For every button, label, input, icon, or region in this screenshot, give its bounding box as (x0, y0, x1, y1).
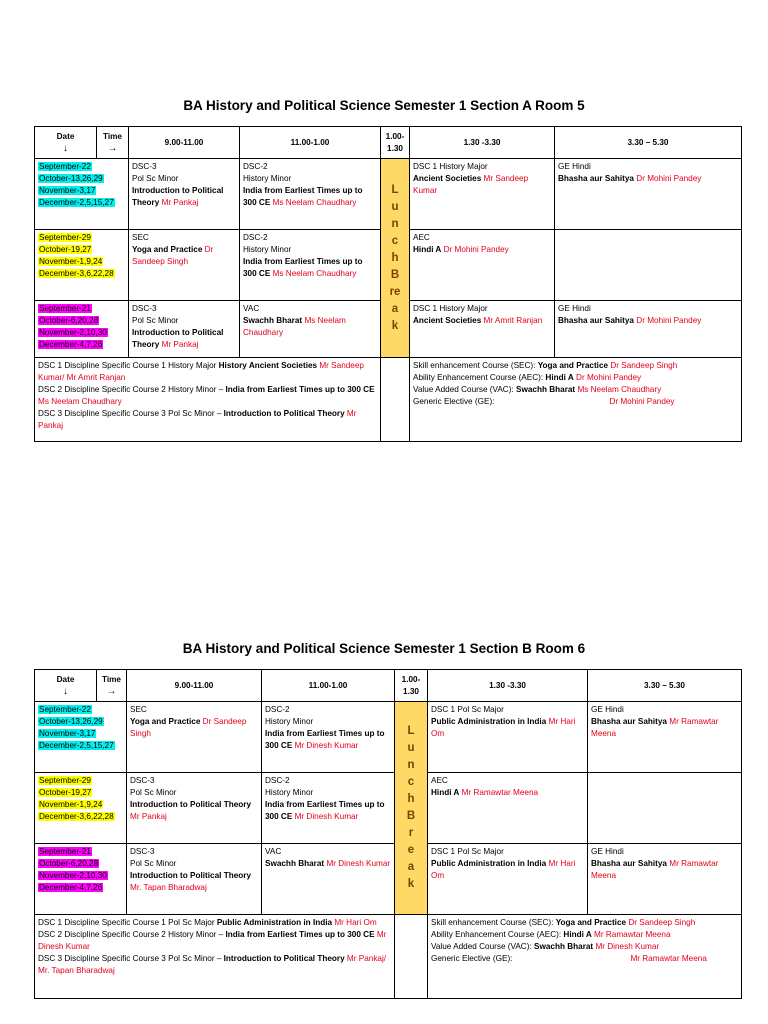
lunch-letter: c (391, 234, 399, 247)
date-entry: November-1,9,24 (39, 800, 103, 809)
date-entry: September-29 (39, 776, 91, 785)
instructor-name: Dr Sandeep Singh (132, 245, 214, 266)
slot-cell (410, 301, 555, 358)
date-entry: September-22 (39, 705, 91, 714)
instructor-name: Mr Ramawtar Meena (591, 859, 719, 880)
schedule-row (35, 844, 742, 915)
course-name: Introduction to Political Theory (130, 871, 251, 880)
course-code: GE Hindi (591, 705, 624, 714)
course-code: DSC-2 (265, 705, 290, 714)
instructor-name: Mr Dinesh Kumar (294, 812, 359, 821)
slot-cell (555, 230, 742, 301)
slot-cell (555, 159, 742, 230)
date-entry: October-6,20,28 (39, 316, 99, 325)
course-level: Pol Sc Minor (130, 859, 177, 868)
course-code: SEC (130, 705, 147, 714)
slot-header: 3.30 – 5.30 (588, 670, 742, 702)
date-entry: September-22 (39, 162, 91, 171)
date-entry: October-19,27 (39, 245, 92, 254)
slot-header: 9.00-11.00 (129, 127, 240, 159)
lunch-letter: h (407, 793, 415, 805)
date-entry: October-6,20,28 (39, 859, 99, 868)
course-notes-left: DSC 1 Discipline Specific Course 1 Pol Sc Major Public Administration in India Mr Hari Om DSC 2 Discipline Specific Course 2 History Minor – India from Earliest Times up to 300 CE Mr Dinesh Kumar DSC 3 Discipline Specific Course 3 Pol Sc Minor – Introduction to Political Theory Mr Pankaj/ Mr. Tapan Bharadwaj (35, 915, 395, 999)
course-name: Bhasha aur Sahitya (591, 859, 667, 868)
lunch-letter: c (407, 776, 415, 788)
course-code: DSC 1 Pol Sc Major (431, 847, 504, 856)
lunch-letter: L (391, 183, 399, 196)
lunch-letter: k (391, 319, 399, 332)
course-name: Hindi A (431, 788, 460, 797)
instructor-name: Mr Pankaj (161, 340, 199, 349)
date-header: Date ↓ (35, 127, 97, 159)
timetable-a (34, 126, 742, 442)
course-name: Bhasha aur Sahitya (558, 174, 634, 183)
date-cell (35, 301, 129, 358)
time-header: Time → (97, 670, 127, 702)
date-cell (35, 159, 129, 230)
slot-header: 9.00-11.00 (127, 670, 262, 702)
course-code: DSC-3 (130, 847, 155, 856)
header-row (35, 127, 742, 159)
instructor-name: Ms Neelam Chaudhary (243, 316, 346, 337)
lunch-letter: n (391, 217, 399, 230)
date-entry: December-4,7,26 (39, 883, 103, 892)
course-code: VAC (243, 304, 260, 313)
course-code: VAC (265, 847, 282, 856)
lunch-letter: B (390, 268, 400, 281)
course-notes-left: DSC 1 Discipline Specific Course 1 History Major History Ancient Societies Mr Sandeep Kumar/ Mr Amrit Ranjan DSC 2 Discipline Specific Course 2 History Minor – India from Earliest Times up to 300 CE Ms Neelam Chaudhary DSC 3 Discipline Specific Course 3 Pol Sc Minor – Introduction to Political Theory Mr Pankaj (35, 358, 381, 442)
instructor-name: Mr Sandeep Kumar (413, 174, 529, 195)
date-entry: October-19,27 (39, 788, 92, 797)
instructor-name: Mr Hari Om (431, 717, 576, 738)
slot-cell (240, 159, 381, 230)
course-level: History Minor (243, 245, 292, 254)
instructor-name: Mr Amrit Ranjan (483, 316, 543, 325)
notes-row (35, 915, 742, 999)
date-cell (35, 773, 127, 844)
slot-cell (240, 230, 381, 301)
instructor-name: Dr Sandeep Singh (130, 717, 247, 738)
course-level: History Minor (265, 788, 314, 797)
course-code: DSC 1 History Major (413, 162, 488, 171)
timetable-b-title: BA History and Political Science Semester 1 Section B Room 6 (182, 641, 586, 656)
lunch-slot-header: 1.00- 1.30 (395, 670, 428, 702)
instructor-name: Mr Dinesh Kumar (294, 741, 359, 750)
course-name: Bhasha aur Sahitya (591, 717, 667, 726)
schedule-row (35, 159, 742, 230)
notes-row (35, 358, 742, 442)
instructor-name: Mr Hari Om (431, 859, 576, 880)
course-level: Pol Sc Minor (130, 788, 177, 797)
course-name: India from Earliest Times up to 300 CE (243, 257, 363, 278)
course-name: India from Earliest Times up to 300 CE (243, 186, 363, 207)
course-name: Hindi A (413, 245, 442, 254)
lunch-letter: u (407, 742, 415, 754)
course-name: Yoga and Practice (132, 245, 203, 254)
instructor-name: Ms Neelam Chaudhary (272, 269, 357, 278)
slot-header: 11.00-1.00 (262, 670, 395, 702)
date-entry: October-13,26,29 (39, 174, 103, 183)
course-code: DSC-3 (132, 304, 157, 313)
lunch-letter: L (407, 725, 415, 737)
course-name: India from Earliest Times up to 300 CE (265, 729, 385, 750)
lunch-break (381, 159, 410, 358)
slot-cell (262, 702, 395, 773)
course-code: DSC 1 History Major (413, 304, 488, 313)
date-entry: December-2,5,15,27 (39, 198, 114, 207)
instructor-name: Mr Ramawtar Meena (591, 717, 719, 738)
course-name: Introduction to Political Theory (132, 186, 224, 207)
course-level: Pol Sc Minor (132, 316, 179, 325)
date-entry: September-29 (39, 233, 91, 242)
course-code: GE Hindi (558, 304, 591, 313)
course-name: Public Administration in India (431, 859, 547, 868)
course-level: Pol Sc Minor (132, 174, 179, 183)
course-level: History Minor (265, 717, 314, 726)
slot-cell (588, 844, 742, 915)
lunch-letter: r (408, 827, 414, 839)
lunch-letter: a (391, 302, 399, 315)
lunch-letter: a (407, 861, 415, 873)
slot-cell (127, 702, 262, 773)
date-entry: December-2,5,15,27 (39, 741, 114, 750)
slot-header: 1.30 -3.30 (428, 670, 588, 702)
instructor-name: Dr Mohini Pandey (636, 316, 702, 325)
slot-cell (428, 773, 588, 844)
date-entry: October-13,26,29 (39, 717, 103, 726)
instructor-name: Mr Pankaj (161, 198, 199, 207)
date-cell (35, 230, 129, 301)
slot-cell (129, 301, 240, 358)
slot-cell (588, 702, 742, 773)
slot-cell (127, 773, 262, 844)
date-entry: November-3,17 (39, 186, 96, 195)
slot-cell (410, 230, 555, 301)
schedule-row (35, 773, 742, 844)
lunch-letter: k (407, 878, 415, 890)
course-name: Introduction to Political Theory (130, 800, 251, 809)
course-code: AEC (413, 233, 430, 242)
course-code: DSC-3 (130, 776, 155, 785)
date-entry: December-4,7,26 (39, 340, 103, 349)
date-entry: November-2,10,30 (39, 871, 107, 880)
date-entry: December-3,6,22,28 (39, 269, 114, 278)
slot-cell (240, 301, 381, 358)
date-entry: September-21 (39, 304, 91, 313)
notes-spacer (395, 915, 428, 999)
date-cell (35, 702, 127, 773)
course-name: Yoga and Practice (130, 717, 201, 726)
course-name: Swachh Bharat (243, 316, 303, 325)
header-row (35, 670, 742, 702)
timetable-a-title: BA History and Political Science Semester 1 Section A Room 5 (183, 98, 585, 113)
course-code: DSC-2 (243, 233, 268, 242)
lunch-letter: n (407, 759, 415, 771)
course-name: India from Earliest Times up to 300 CE (265, 800, 385, 821)
schedule-row (35, 702, 742, 773)
course-code: DSC-3 (132, 162, 157, 171)
slot-header: 3.30 – 5.30 (555, 127, 742, 159)
date-entry: November-3,17 (39, 729, 96, 738)
slot-cell (555, 301, 742, 358)
lunch-letter: re (389, 285, 401, 298)
slot-header: 11.00-1.00 (240, 127, 381, 159)
instructor-name: Mr Ramawtar Meena (461, 788, 539, 797)
slot-cell (129, 159, 240, 230)
instructor-name: Mr Dinesh Kumar (326, 859, 391, 868)
date-header: Date ↓ (35, 670, 97, 702)
slot-cell (428, 702, 588, 773)
course-name: Ancient Societies (413, 174, 482, 183)
time-header: Time → (97, 127, 129, 159)
course-level: History Minor (243, 174, 292, 183)
course-name: Ancient Societies (413, 316, 482, 325)
course-name: Bhasha aur Sahitya (558, 316, 634, 325)
instructor-name: Ms Neelam Chaudhary (272, 198, 357, 207)
date-cell (35, 844, 127, 915)
course-code: DSC 1 Pol Sc Major (431, 705, 504, 714)
slot-cell (410, 159, 555, 230)
course-code: DSC-2 (243, 162, 268, 171)
course-code: SEC (132, 233, 149, 242)
course-notes-right: Skill enhancement Course (SEC): Yoga and Practice Dr Sandeep Singh Ability Enhancement Course (AEC): Hindi A Dr Mohini Pandey Value Added Course (VAC): Swachh Bharat Ms Neelam Chaudhary Generic Elective (GE): Dr Mohini Pandey (410, 358, 742, 442)
lunch-slot-header: 1.00- 1.30 (381, 127, 410, 159)
instructor-name: Dr Mohini Pandey (443, 245, 509, 254)
slot-cell (262, 844, 395, 915)
slot-cell (127, 844, 262, 915)
date-entry: November-1,9,24 (39, 257, 103, 266)
slot-cell (588, 773, 742, 844)
date-entry: December-3,6,22,28 (39, 812, 114, 821)
lunch-letter: e (407, 844, 415, 856)
instructor-name: Mr Pankaj (130, 812, 167, 821)
instructor-name: Mr. Tapan Bharadwaj (130, 883, 207, 892)
slot-cell (262, 773, 395, 844)
slot-cell (428, 844, 588, 915)
course-notes-right: Skill enhancement Course (SEC): Yoga and Practice Dr Sandeep Singh Ability Enhancement Course (AEC): Hindi A Mr Ramawtar Meena Value Added Course (VAC): Swachh Bharat Mr Dinesh Kumar Generic Elective (GE): Mr Ramawtar Meena (428, 915, 742, 999)
course-code: GE Hindi (558, 162, 591, 171)
timetable-b (34, 669, 742, 999)
course-code: GE Hindi (591, 847, 624, 856)
course-code: AEC (431, 776, 448, 785)
slot-cell (129, 230, 240, 301)
course-name: Introduction to Political Theory (132, 328, 224, 349)
date-entry: November-2,10,30 (39, 328, 107, 337)
date-entry: September-21 (39, 847, 91, 856)
lunch-letter: h (391, 251, 399, 264)
notes-spacer (381, 358, 410, 442)
course-name: Public Administration in India (431, 717, 547, 726)
lunch-letter: u (391, 200, 399, 213)
slot-header: 1.30 -3.30 (410, 127, 555, 159)
lunch-break (395, 702, 428, 915)
course-code: DSC-2 (265, 776, 290, 785)
lunch-letter: B (406, 810, 416, 822)
instructor-name: Dr Mohini Pandey (636, 174, 702, 183)
course-name: Swachh Bharat (265, 859, 325, 868)
